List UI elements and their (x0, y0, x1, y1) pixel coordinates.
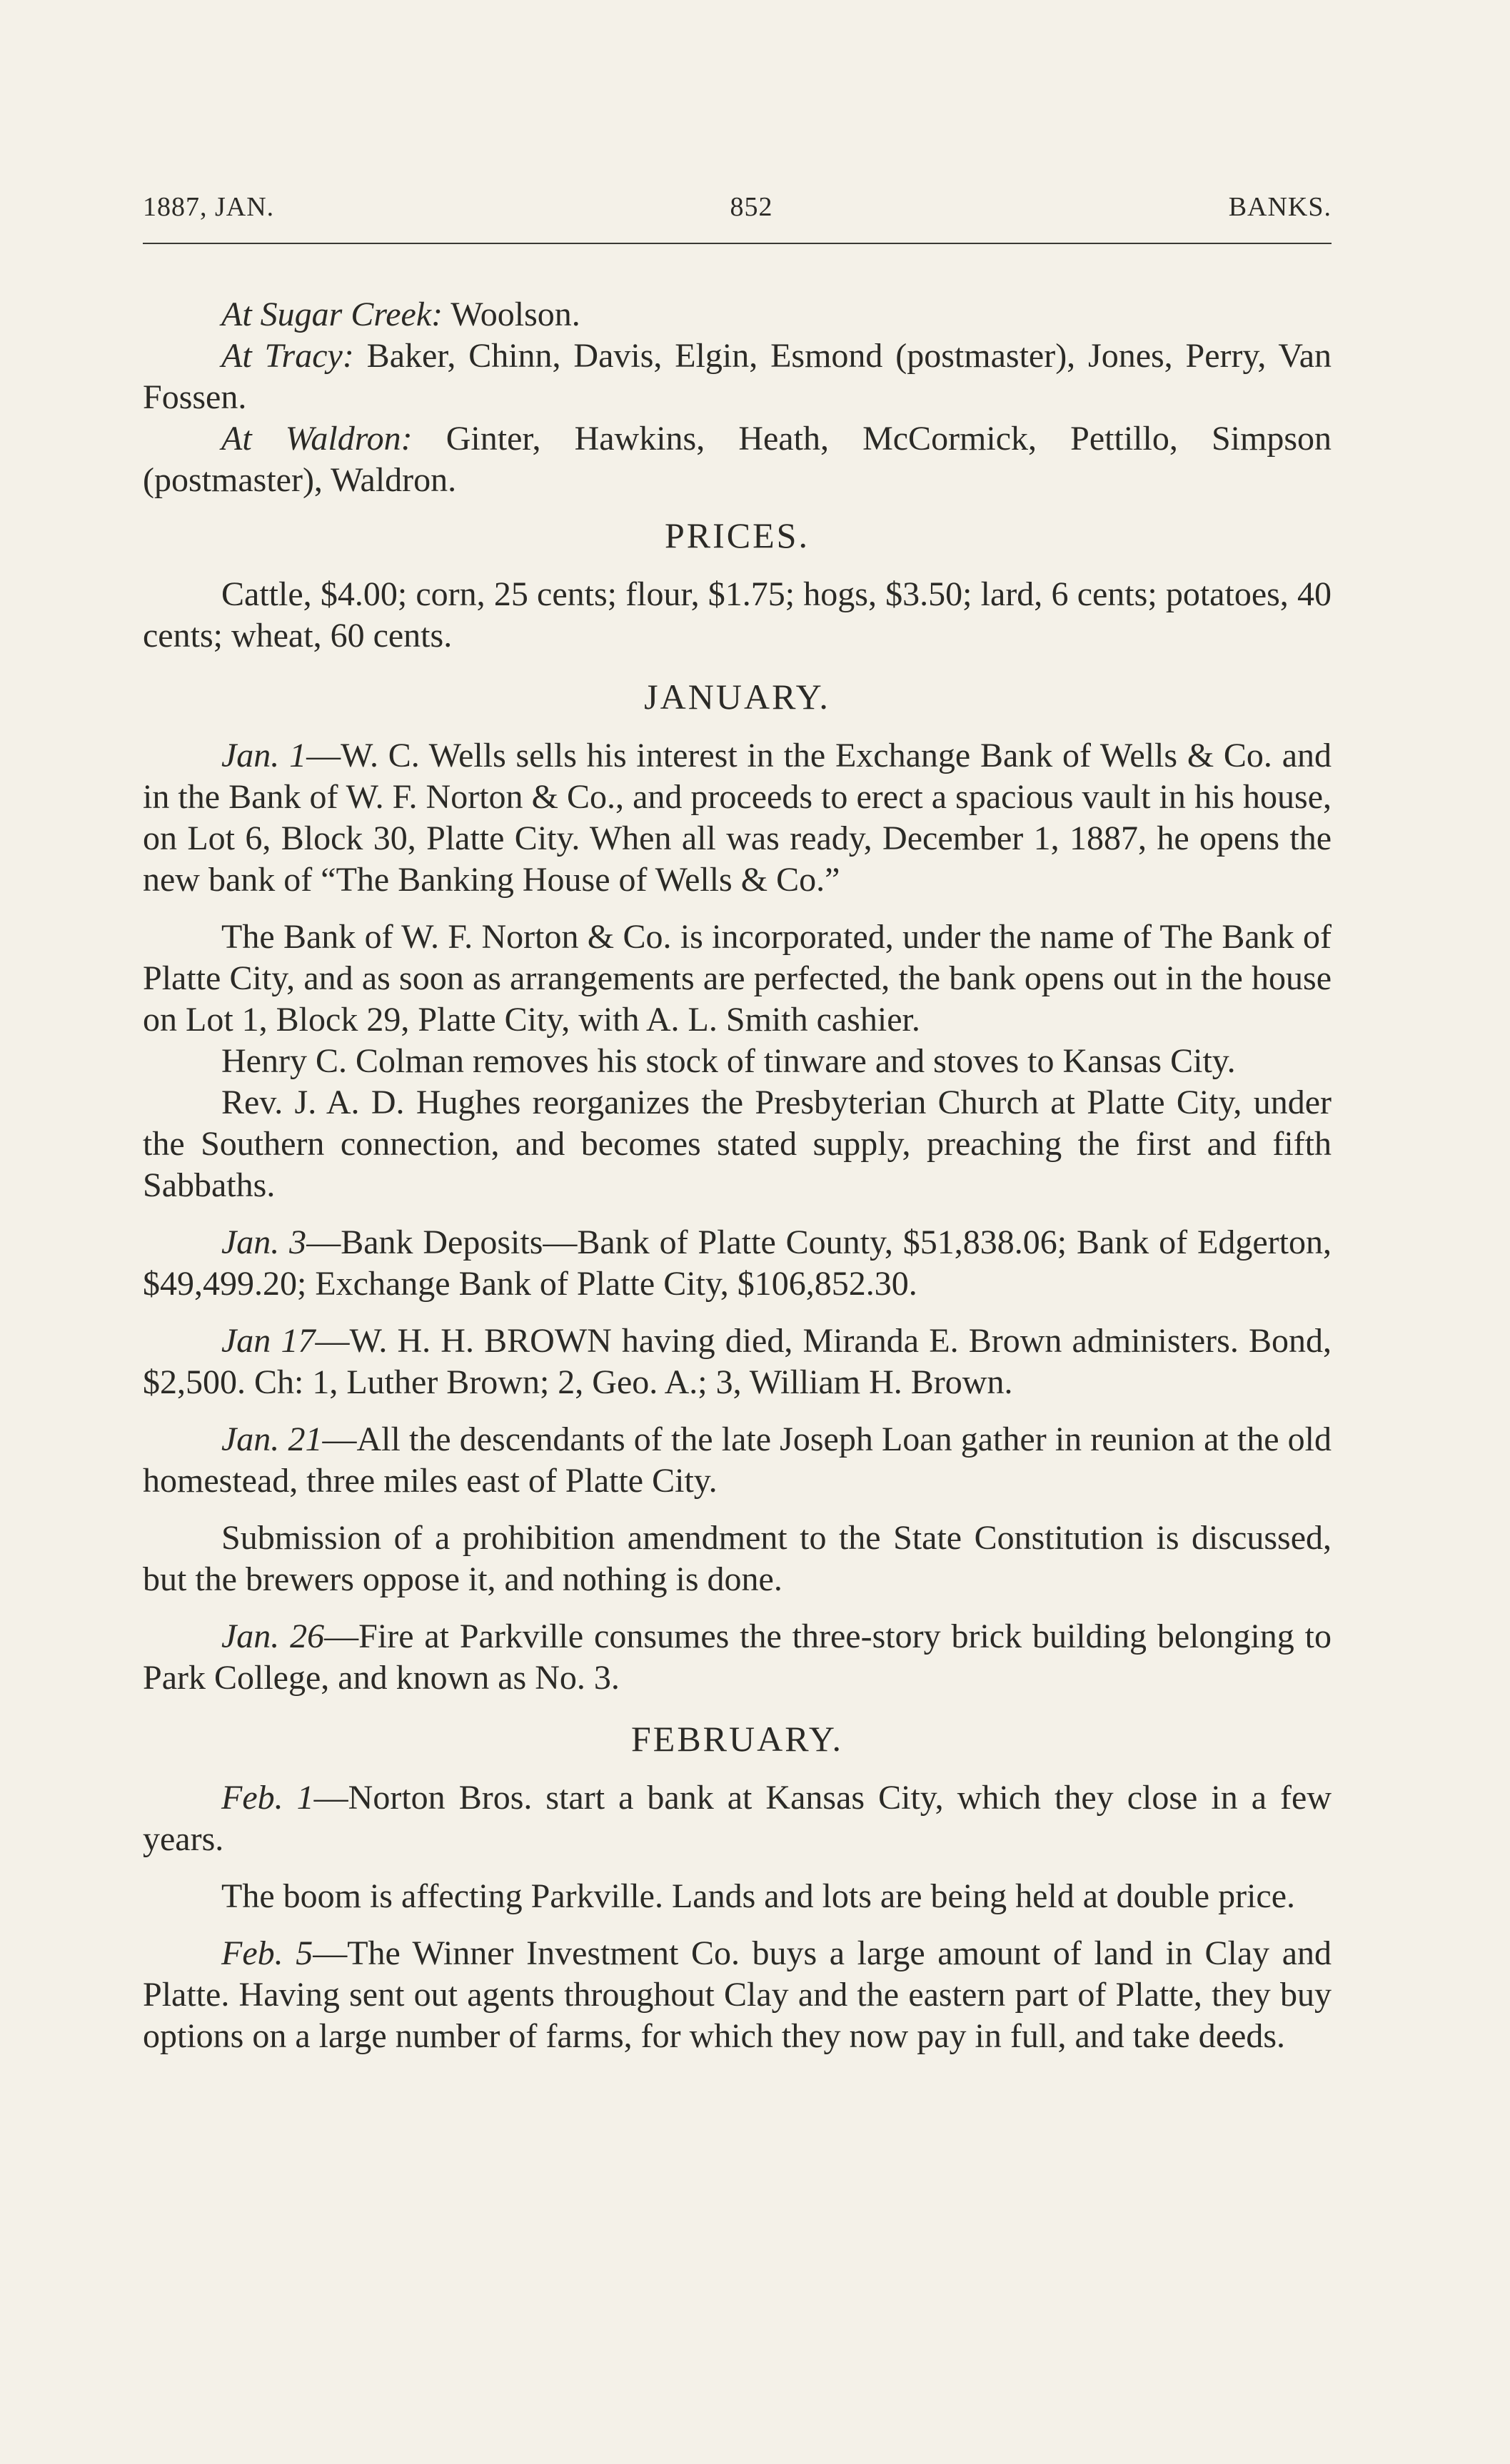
town-entry (143, 335, 1332, 418)
section-heading-prices: PRICES. (664, 515, 810, 555)
entry-paragraph (143, 1616, 1332, 1699)
town-place: At Tracy: (221, 337, 354, 375)
entry-date: Jan. 26 (221, 1617, 325, 1655)
entry-date: Jan. 1 (221, 737, 307, 774)
entry-paragraph: The boom is affecting Parkville. Lands and lots are being held at double price. (221, 1877, 1296, 1915)
entry-text: —The Winner Investment Co. buys a large amount of land in Clay and Platte. Having sent out agents throughout Clay and the eastern part of Platte, they buy options on a large number of farms, for which they now pay in full, and take deeds. (143, 1934, 1332, 2055)
entry-text: —Bank Deposits—Bank of Platte County, $51,838.06; Bank of Edgerton, $49,499.20; Exchange Bank of Platte City, $106,852.30. (143, 1223, 1332, 1303)
entry-paragraph: Rev. J. A. D. Hughes reorganizes the Presbyterian Church at Platte City, under the Southern connection, and becomes stated supply, preaching the first and fifth Sabbaths. (143, 1084, 1332, 1204)
town-entry (143, 294, 1332, 335)
entry-paragraph (143, 1419, 1332, 1502)
entry-paragraph: Henry C. Colman removes his stock of tinware and stoves to Kansas City. (221, 1042, 1236, 1080)
entry-paragraph (143, 1222, 1332, 1305)
town-names: Woolson. (451, 296, 580, 333)
prices-paragraph: Cattle, $4.00; corn, 25 cents; flour, $1.75; hogs, $3.50; lard, 6 cents; potatoes, 40 cents; wheat, 60 cents. (143, 575, 1332, 655)
town-names: Ginter, Hawkins, Heath, McCormick, Pettillo, Simpson (postmaster), Waldron. (143, 420, 1332, 499)
entry-paragraph (143, 1777, 1332, 1860)
running-head-section: BANKS. (1228, 192, 1332, 222)
entry-date: Jan. 21 (221, 1420, 323, 1458)
entry-paragraph (143, 1321, 1332, 1403)
entry-date: Feb. 5 (221, 1934, 313, 1972)
town-place: At Sugar Creek: (221, 296, 443, 333)
entry-text: —W. H. H. BROWN having died, Miranda E. Brown administers. Bond, $2,500. Ch: 1, Luther Brown; 2, Geo. A.; 3, William H. Brown. (143, 1322, 1332, 1401)
town-names: Baker, Chinn, Davis, Elgin, Esmond (postmaster), Jones, Perry, Van Fossen. (143, 337, 1332, 416)
running-head-date: 1887, JAN. (143, 192, 275, 222)
entry-text: —All the descendants of the late Joseph Loan gather in reunion at the old homestead, three miles east of Platte City. (143, 1420, 1332, 1500)
entry-paragraph (143, 1933, 1332, 2057)
section-heading-january: JANUARY. (644, 677, 830, 717)
page-number: 852 (730, 192, 773, 222)
entry-paragraph (143, 735, 1332, 901)
entry-paragraph: The Bank of W. F. Norton & Co. is incorporated, under the name of The Bank of Platte City, and as soon as arrangements are perfected, the bank opens out in the house on Lot 1, Block 29, Platte City, with A. L. Smith cashier. (143, 918, 1332, 1039)
entry-date: Jan 17 (221, 1322, 316, 1360)
section-heading-february: FEBRUARY. (630, 1719, 844, 1759)
entry-text: —Norton Bros. start a bank at Kansas City, which they close in a few years. (143, 1779, 1332, 1858)
entry-paragraph: Submission of a prohibition amendment to the State Constitution is discussed, but the brewers oppose it, and nothing is done. (143, 1519, 1332, 1598)
entry-date: Jan. 3 (221, 1223, 307, 1261)
entry-text: —W. C. Wells sells his interest in the Exchange Bank of Wells & Co. and in the Bank of W. F. Norton & Co., and proceeds to erect a spacious vault in his house, on Lot 6, Block 30, Platte City. When all was ready, December 1, 1887, he opens the new bank of “The Banking House of Wells & Co.” (143, 737, 1332, 899)
entry-date: Feb. 1 (221, 1779, 314, 1817)
running-head (143, 191, 1332, 244)
town-entry (143, 418, 1332, 501)
body-text (143, 294, 1332, 2057)
town-place: At Waldron: (221, 420, 413, 458)
entry-text: —Fire at Parkville consumes the three-story brick building belonging to Park College, and known as No. 3. (143, 1617, 1332, 1697)
